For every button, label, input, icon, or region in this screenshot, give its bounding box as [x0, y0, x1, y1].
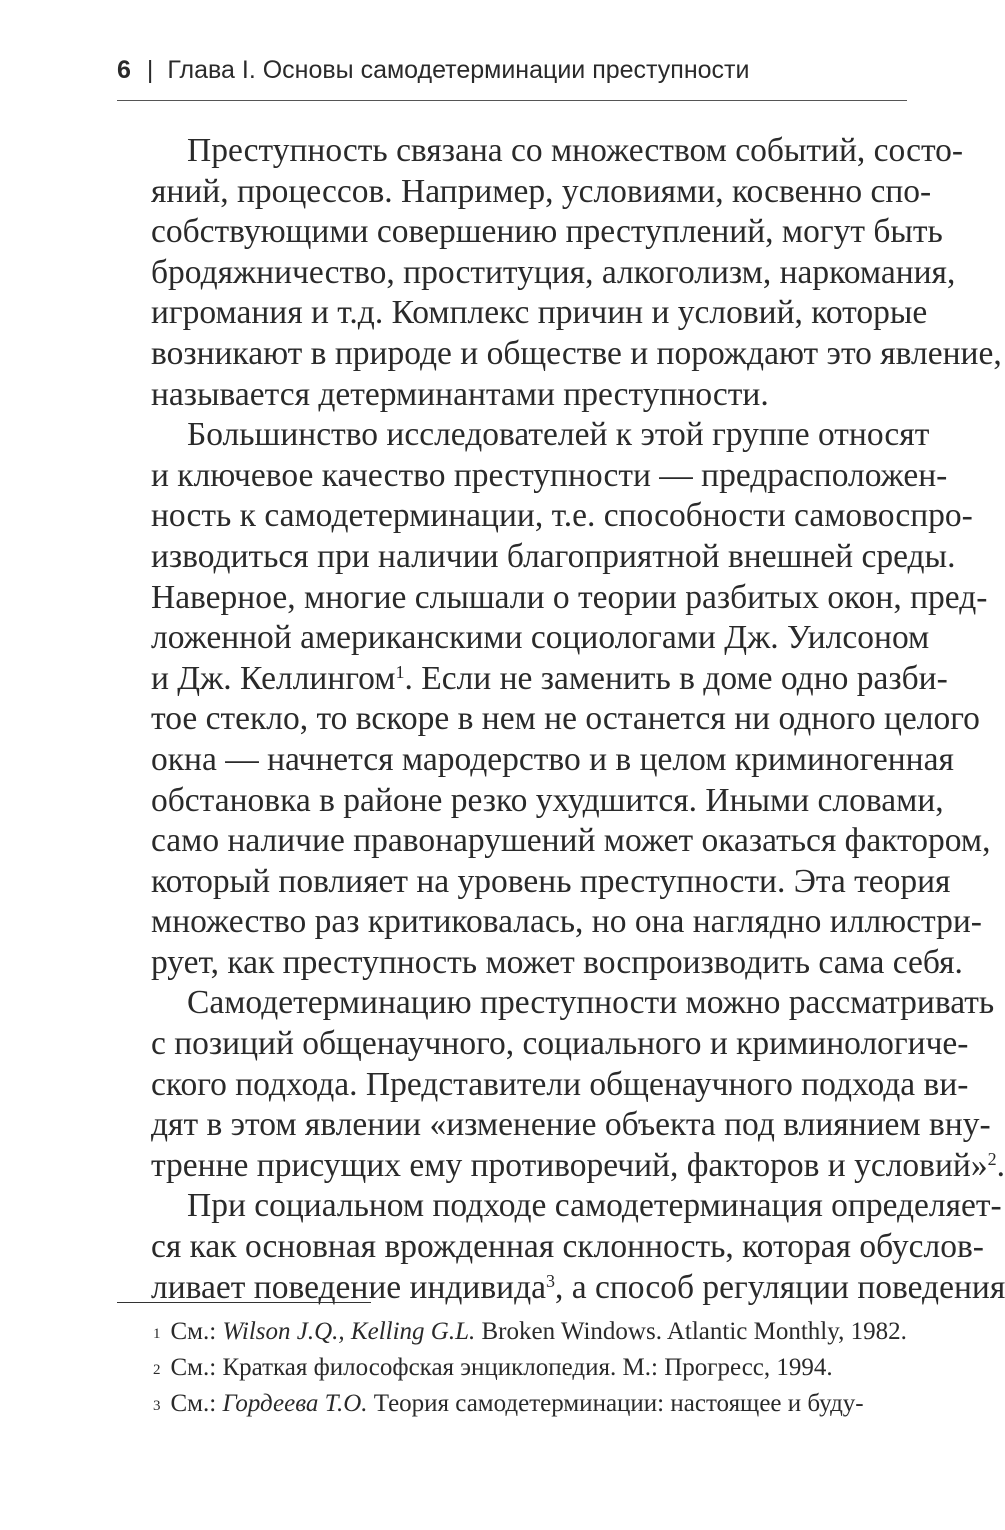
footnote-authors: Гордеева Т.О. [222, 1390, 368, 1417]
text-line: Преступность связана со множеством событий, состо- [187, 132, 964, 169]
text-line: ского подхода. Представители общенаучного подхода ви- [151, 1065, 969, 1103]
footnote-2 [117, 1350, 907, 1386]
text-line: который повлияет на уровень преступности. Эта теория [151, 862, 951, 900]
footnote-prefix: См.: [170, 1390, 223, 1417]
text-fragment: , а способ регуляции поведения [555, 1268, 1005, 1306]
text-line-with-footnote [117, 1146, 1005, 1187]
footnote-divider [117, 1302, 371, 1303]
footnote-rest: Broken Windows. Atlantic Monthly, 1982. [475, 1318, 907, 1345]
chapter-title: Глава I. Основы самодетерминации преступности [167, 56, 750, 84]
text-line: рует, как преступность может воспроизводить сама себя. [151, 943, 963, 981]
text-line: ложенной американскими социологами Дж. Уилсоном [151, 619, 930, 657]
text-line: множество раз критиковалась, но она наглядно иллюстри- [151, 903, 982, 941]
text-line: яний, процессов. Например, условиями, косвенно спо- [151, 172, 932, 210]
text-line: Самодетерминацию преступности можно рассматривать [187, 984, 995, 1022]
text-line: возникают в природе и обществе и порождают это явление, [151, 334, 1002, 372]
footnote-mark: 3 [153, 1398, 161, 1414]
text-line: тое стекло, то вскоре в нем не останется ни одного целого [151, 700, 980, 738]
text-line: называется детерминантами преступности. [151, 375, 769, 413]
text-line-with-footnote [117, 659, 948, 700]
text-line: окна — начнется мародерство и в целом криминогенная [151, 740, 954, 778]
text-line: и ключевое качество преступности — предрасположен- [151, 456, 948, 494]
footnote-ref-3[interactable]: 3 [546, 1270, 555, 1291]
footnote-1 [117, 1314, 907, 1350]
text-line: бродяжничество, проституция, алкоголизм, наркомания, [151, 253, 956, 291]
text-fragment: ливает поведение индивида [151, 1268, 546, 1306]
footnote-3 [117, 1386, 907, 1422]
text-line: При социальном подходе самодетерминация определяет- [187, 1187, 1002, 1225]
main-text [117, 131, 1005, 1308]
text-line: изводиться при наличии благоприятной внешней среды. [151, 537, 956, 575]
paragraph-2 [117, 415, 991, 983]
paragraph-3 [117, 983, 1005, 1186]
footnotes [117, 1314, 907, 1422]
paragraph-4 [117, 1186, 1005, 1308]
footnote-mark: 1 [153, 1326, 161, 1342]
footnote-rest: Теория самодетерминации: настоящее и буду- [367, 1390, 864, 1417]
text-line: Наверное, многие слышали о теории разбитых окон, пред- [151, 578, 988, 616]
paragraph-1 [117, 131, 1002, 415]
text-line: с позиций общенаучного, социального и криминологиче- [151, 1025, 969, 1063]
footnote-mark: 2 [153, 1362, 161, 1378]
footnote-ref-2[interactable]: 2 [987, 1148, 997, 1169]
text-line: ность к самодетерминации, т.е. способности самовоспро- [151, 497, 973, 535]
footnote-authors: Wilson J.Q., Kelling G.L. [222, 1318, 476, 1345]
text-line: дят в этом явлении «изменение объекта под влиянием вну- [151, 1106, 991, 1144]
text-fragment: . Если не заменить в доме одно разби- [404, 659, 948, 697]
text-fragment: . [996, 1146, 1005, 1184]
footnote-ref-1[interactable]: 1 [395, 661, 405, 682]
text-line: Большинство исследователей к этой группе относят [187, 416, 930, 454]
text-line: игромания и т.д. Комплекс причин и условий, которые [151, 294, 928, 332]
text-line: само наличие правонарушений может оказаться фактором, [151, 822, 991, 860]
text-line: ся как основная врожденная склонность, которая обуслов- [151, 1228, 984, 1266]
text-fragment: тренне присущих ему противоречий, факторов и условий» [151, 1146, 988, 1184]
footnote-prefix: См.: [170, 1318, 223, 1345]
footnote-text: См.: Краткая философская энциклопедия. М.: Прогресс, 1994. [170, 1354, 833, 1381]
text-line: обстановка в районе резко ухудшится. Иными словами, [151, 781, 944, 819]
text-fragment: и Дж. Келлингом [151, 659, 396, 697]
page-number: 6 [117, 56, 131, 84]
text-line: собствующими совершению преступлений, могут быть [151, 213, 943, 251]
header-separator: | [146, 56, 154, 84]
running-header [117, 56, 907, 101]
